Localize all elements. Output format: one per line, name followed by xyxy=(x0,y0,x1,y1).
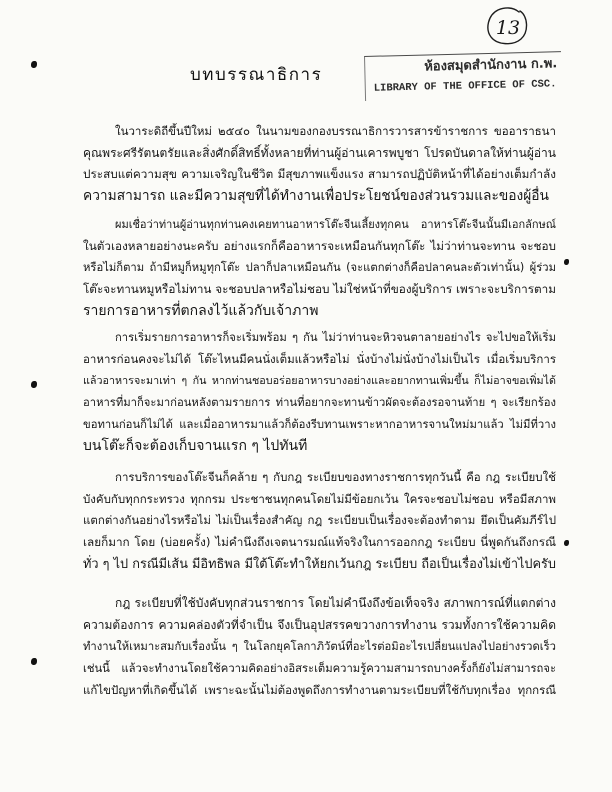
text-line: การเริ่มรายการอาหารก็จะเริ่มพร้อม ๆ กัน ไม่ว่าท่านจะหิวจนตาลายอย่างไร จะไปขอให้เริ่ม xyxy=(115,331,556,344)
paragraph xyxy=(83,467,556,576)
text-line: อาหารที่มาก็จะมาก่อนหลังตามรายการ ท่านที่อยากจะทานข้าวผัดจะต้องรอจานท้าย ๆ จะเรียกร้อง xyxy=(83,396,556,410)
text-line: ในตัวเองหลายอย่างนะครับ อย่างแรกก็คืออาหารจะเหมือนกันทุกโต๊ะ ไม่ว่าท่านจะทาน จะชอบ xyxy=(83,238,556,253)
text-line: ผมเชื่อว่าท่านผู้อ่านทุกท่านคงเคยทานอาหารโต๊ะจีนเลี้ยงทุกคน อาหารโต๊ะจีนนั้นมีเอกลักษณ์ xyxy=(115,218,556,231)
page-number: 13 xyxy=(495,17,521,39)
punch-hole-mark xyxy=(31,381,37,388)
text-line: อาหารก่อนคงจะไม่ได้ โต๊ะไหนมีคนนั่งเต็มแล้วหรือไม่ นั่งบ้างไม่นั่งบ้างไม่เป็นไร เมื่อเริ่มบริการ xyxy=(83,351,556,366)
handwritten-page-number xyxy=(484,5,532,47)
text-line: ทำงานให้เหมาะสมกับเรื่องนั้น ๆ ในโลกยุคโลกาภิวัตน์ที่อะไรต่อมิอะไรเปลี่ยนแปลงไปอย่างรวดเร็ว xyxy=(83,640,556,654)
paragraph xyxy=(83,121,556,208)
punch-hole-mark xyxy=(31,61,37,68)
text-line: การบริการของโต๊ะจีนก็คล้าย ๆ กับกฎ ระเบียบของทางราชการทุกวันนี้ คือ กฎ ระเบียบใช้ xyxy=(115,470,556,484)
punch-hole-mark xyxy=(564,540,569,546)
text-line: บนโต๊ะก็จะต้องเก็บจานแรก ๆ ไปทันที xyxy=(83,437,308,454)
stamp-thai-text: ห้องสมุดสำนักงาน ก.พ. xyxy=(424,56,558,75)
punch-hole-mark xyxy=(564,259,569,265)
text-line: กฎ ระเบียบที่ใช้บังคับทุกส่วนราชการ โดยไม่คำนึงถึงข้อเท็จจริง สภาพการณ์ที่แตกต่าง xyxy=(115,596,556,610)
text-line: แก้ไขปัญหาที่เกิดขึ้นได้ เพราะฉะนั้นไม่ต้องพูดถึงการทำงานตามระเบียบที่ใช้กับทุกเรื่อง ทุกกรณี xyxy=(83,682,556,697)
paragraph xyxy=(83,327,556,457)
text-line: เช่นนี้ แล้วจะทำงานโดยใช้ความคิดอย่างอิสระเต็มความรู้ความสามารถบางครั้งก็ยังไม่สามารถจะ xyxy=(83,662,556,676)
text-line: ประสบแต่ความสุข ความเจริญในชีวิต มีสุขภาพแข็งแรง สามารถปฏิบัติหน้าที่ได้อย่างเต็มกำลัง xyxy=(83,167,556,182)
text-line: ทั่ว ๆ ไป กรณีมีเส้น มีอิทธิพล มีใต้โต๊ะทำให้ยกเว้นกฎ ระเบียบ ถือเป็นเรื่องไม่เข้าไปครับ xyxy=(83,556,556,572)
text-line: ขอทานก่อนก็ไม่ได้ และเมื่ออาหารมาแล้วก็ต้องรีบทานเพราะหากอาหารจานใหม่มาแล้ว ไม่มีที่วาง xyxy=(83,417,556,431)
text-line: เลยก็มาก โดย (บ่อยครั้ง) ไม่คำนึงถึงเจตนารมณ์แท้จริงในการออกกฎ ระเบียบ นี่พูดกันถึงกรณี xyxy=(83,535,556,550)
punch-hole-mark xyxy=(31,658,37,665)
text-line: ความสามารถ และมีความสุขที่ได้ทำงานเพื่อประโยชน์ของส่วนรวมและของผู้อื่น xyxy=(83,188,549,205)
stamp-english-text: LIBRARY OF THE OFFICE OF CSC. xyxy=(373,78,557,95)
page-title: บทบรรณาธิการ xyxy=(190,65,323,85)
text-line: คุณพระศรีรัตนตรัยและสิ่งศักดิ์สิทธิ์ทั้งหลายที่ท่านผู้อ่านเคารพบูชา โปรดบันดาลให้ท่านผู้อ่าน xyxy=(83,145,556,160)
text-line: ความต้องการ ความคล่องตัวที่จำเป็น จึงเป็นอุปสรรคขวางการทำงาน รวมทั้งการใช้ความคิด xyxy=(83,617,556,632)
text-line: โต๊ะจะทานหมูหรือไม่ทาน จะชอบปลาหรือไม่ชอบ ไม่ใช่หน้าที่ของผู้บริการ เพราะจะบริการตาม xyxy=(83,282,556,297)
text-line: ในวาระดิถีขึ้นปีใหม่ ๒๕๔๐ ในนามของกองบรรณาธิการวารสารข้าราชการ ขออาราธนา xyxy=(115,124,556,138)
text-line: รายการอาหารที่ตกลงไว้แล้วกับเจ้าภาพ xyxy=(83,302,319,319)
text-line: แตกต่างกันอย่างไรหรือไม่ ไม่เป็นเรื่องสำคัญ กฎ ระเบียบเป็นเรื่องจะต้องทำตาม ยึดเป็นคัมภีร์ไป xyxy=(83,513,556,528)
text-line: หรือไม่ก็ตาม ถ้ามีหมูก็หมูทุกโต๊ะ ปลาก็ปลาเหมือนกัน (จะแตกต่างก็คือปลาคนละตัวเท่านั้น) ผู้ร่วม xyxy=(83,261,556,275)
paragraph xyxy=(83,593,556,702)
text-line: แล้วอาหารจะมาเท่า ๆ กัน หากท่านชอบอร่อยอาหารบางอย่างและอยากทานเพิ่มขึ้น ก็ไม่อาจขอเพิ่มได้ xyxy=(83,374,556,388)
text-line: บังคับกับทุกกระทรวง ทุกกรม ประชาชนทุกคนโดยไม่มีข้อยกเว้น ใครจะชอบไม่ชอบ หรือมีสภาพ xyxy=(83,491,556,506)
paragraph xyxy=(83,214,556,323)
library-stamp xyxy=(364,51,562,101)
